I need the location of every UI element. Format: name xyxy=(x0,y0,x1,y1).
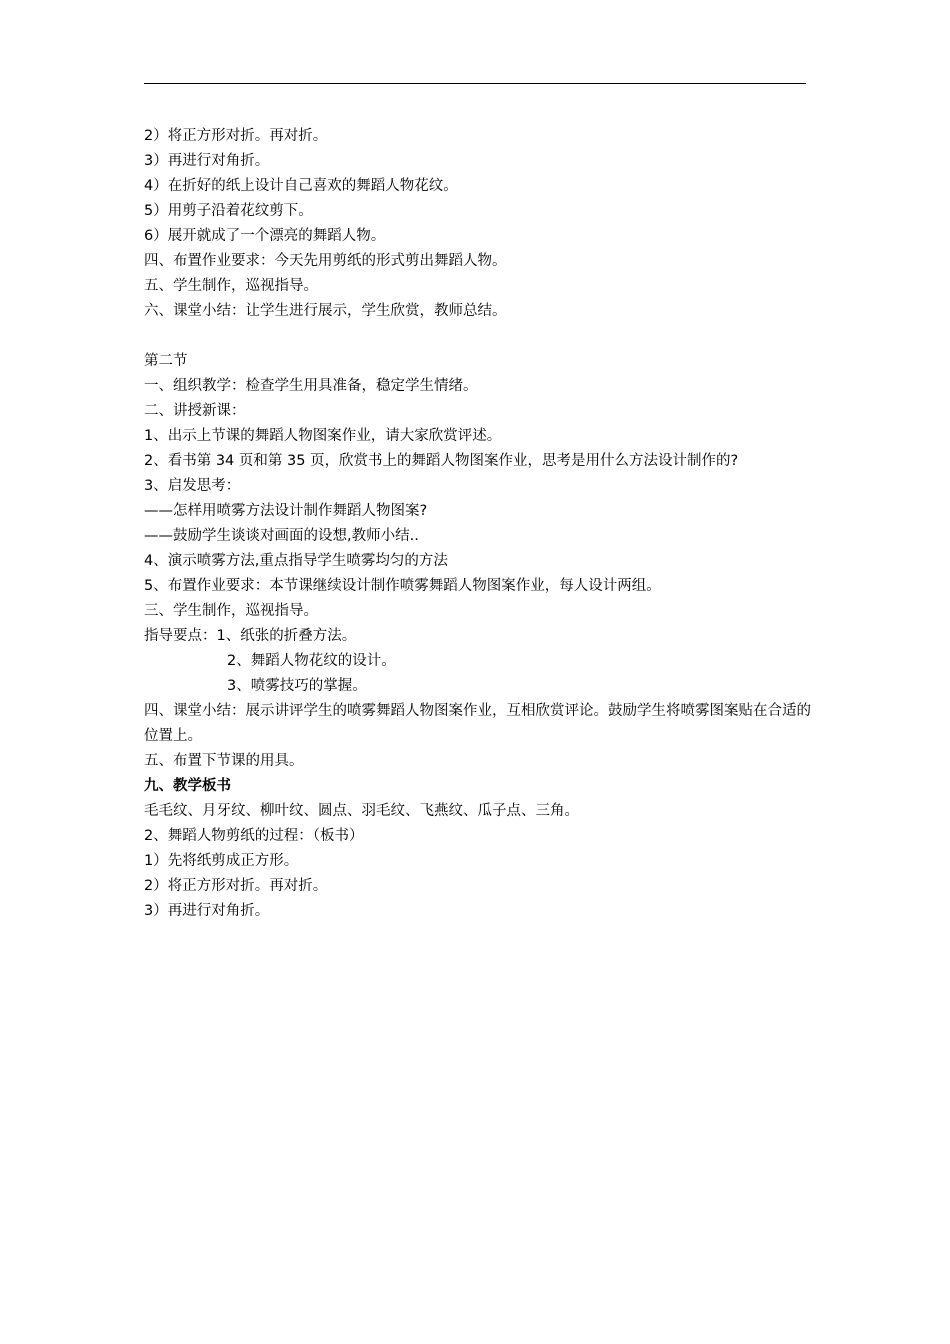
paragraph: 3）再进行对角折。 xyxy=(144,153,270,169)
paragraph: 2、看书第 34 页和第 35 页，欣赏书上的舞蹈人物图案作业，思考是用什么方法设计制作的? xyxy=(144,453,739,469)
paragraph: 1）先将纸剪成正方形。 xyxy=(144,853,299,869)
paragraph: 五、布置下节课的用具。 xyxy=(144,753,304,769)
blank-line xyxy=(144,324,814,349)
paragraph-indented: 3、喷雾技巧的掌握。 xyxy=(227,678,367,694)
paragraph: 四、布置作业要求：今天先用剪纸的形式剪出舞蹈人物。 xyxy=(144,253,507,269)
paragraph: 4）在折好的纸上设计自己喜欢的舞蹈人物花纹。 xyxy=(144,178,458,194)
paragraph-summary: 四、课堂小结：展示讲评学生的喷雾舞蹈人物图案作业，互相欣赏评论。鼓励学生将喷雾图案贴在合适的位置上。 xyxy=(144,703,811,744)
paragraph: ——鼓励学生谈谈对画面的设想,教师小结.. xyxy=(144,528,419,544)
paragraph: 6）展开就成了一个漂亮的舞蹈人物。 xyxy=(144,228,386,244)
header-rule xyxy=(144,83,806,84)
paragraph: 4、演示喷雾方法,重点指导学生喷雾均匀的方法 xyxy=(144,553,448,569)
paragraph: 3、启发思考： xyxy=(144,478,241,494)
paragraph: 五、学生制作，巡视指导。 xyxy=(144,278,318,294)
paragraph: 2、舞蹈人物剪纸的过程：（板书） xyxy=(144,828,364,844)
paragraph: 二、讲授新课： xyxy=(144,403,246,419)
paragraph: 毛毛纹、月牙纹、柳叶纹、圆点、羽毛纹、飞燕纹、瓜子点、三角。 xyxy=(144,803,579,819)
paragraph: 一、组织教学：检查学生用具准备，稳定学生情绪。 xyxy=(144,378,478,394)
paragraph: ——怎样用喷雾方法设计制作舞蹈人物图案? xyxy=(144,503,428,519)
paragraph: 指导要点：1、纸张的折叠方法。 xyxy=(144,628,357,644)
paragraph: 3）再进行对角折。 xyxy=(144,903,270,919)
paragraph: 5、布置作业要求：本节课继续设计制作喷雾舞蹈人物图案作业，每人设计两组。 xyxy=(144,578,661,594)
section-heading: 第二节 xyxy=(144,353,188,369)
paragraph: 六、课堂小结：让学生进行展示，学生欣赏，教师总结。 xyxy=(144,303,507,319)
paragraph: 三、学生制作，巡视指导。 xyxy=(144,603,318,619)
paragraph: 1、出示上节课的舞蹈人物图案作业，请大家欣赏评述。 xyxy=(144,428,502,444)
section-heading-bold: 九、教学板书 xyxy=(144,778,231,794)
paragraph: 2）将正方形对折。再对折。 xyxy=(144,878,328,894)
paragraph-indented: 2、舞蹈人物花纹的设计。 xyxy=(227,653,396,669)
paragraph: 5）用剪子沿着花纹剪下。 xyxy=(144,203,313,219)
document-body xyxy=(144,124,814,924)
paragraph: 2）将正方形对折。再对折。 xyxy=(144,128,328,144)
